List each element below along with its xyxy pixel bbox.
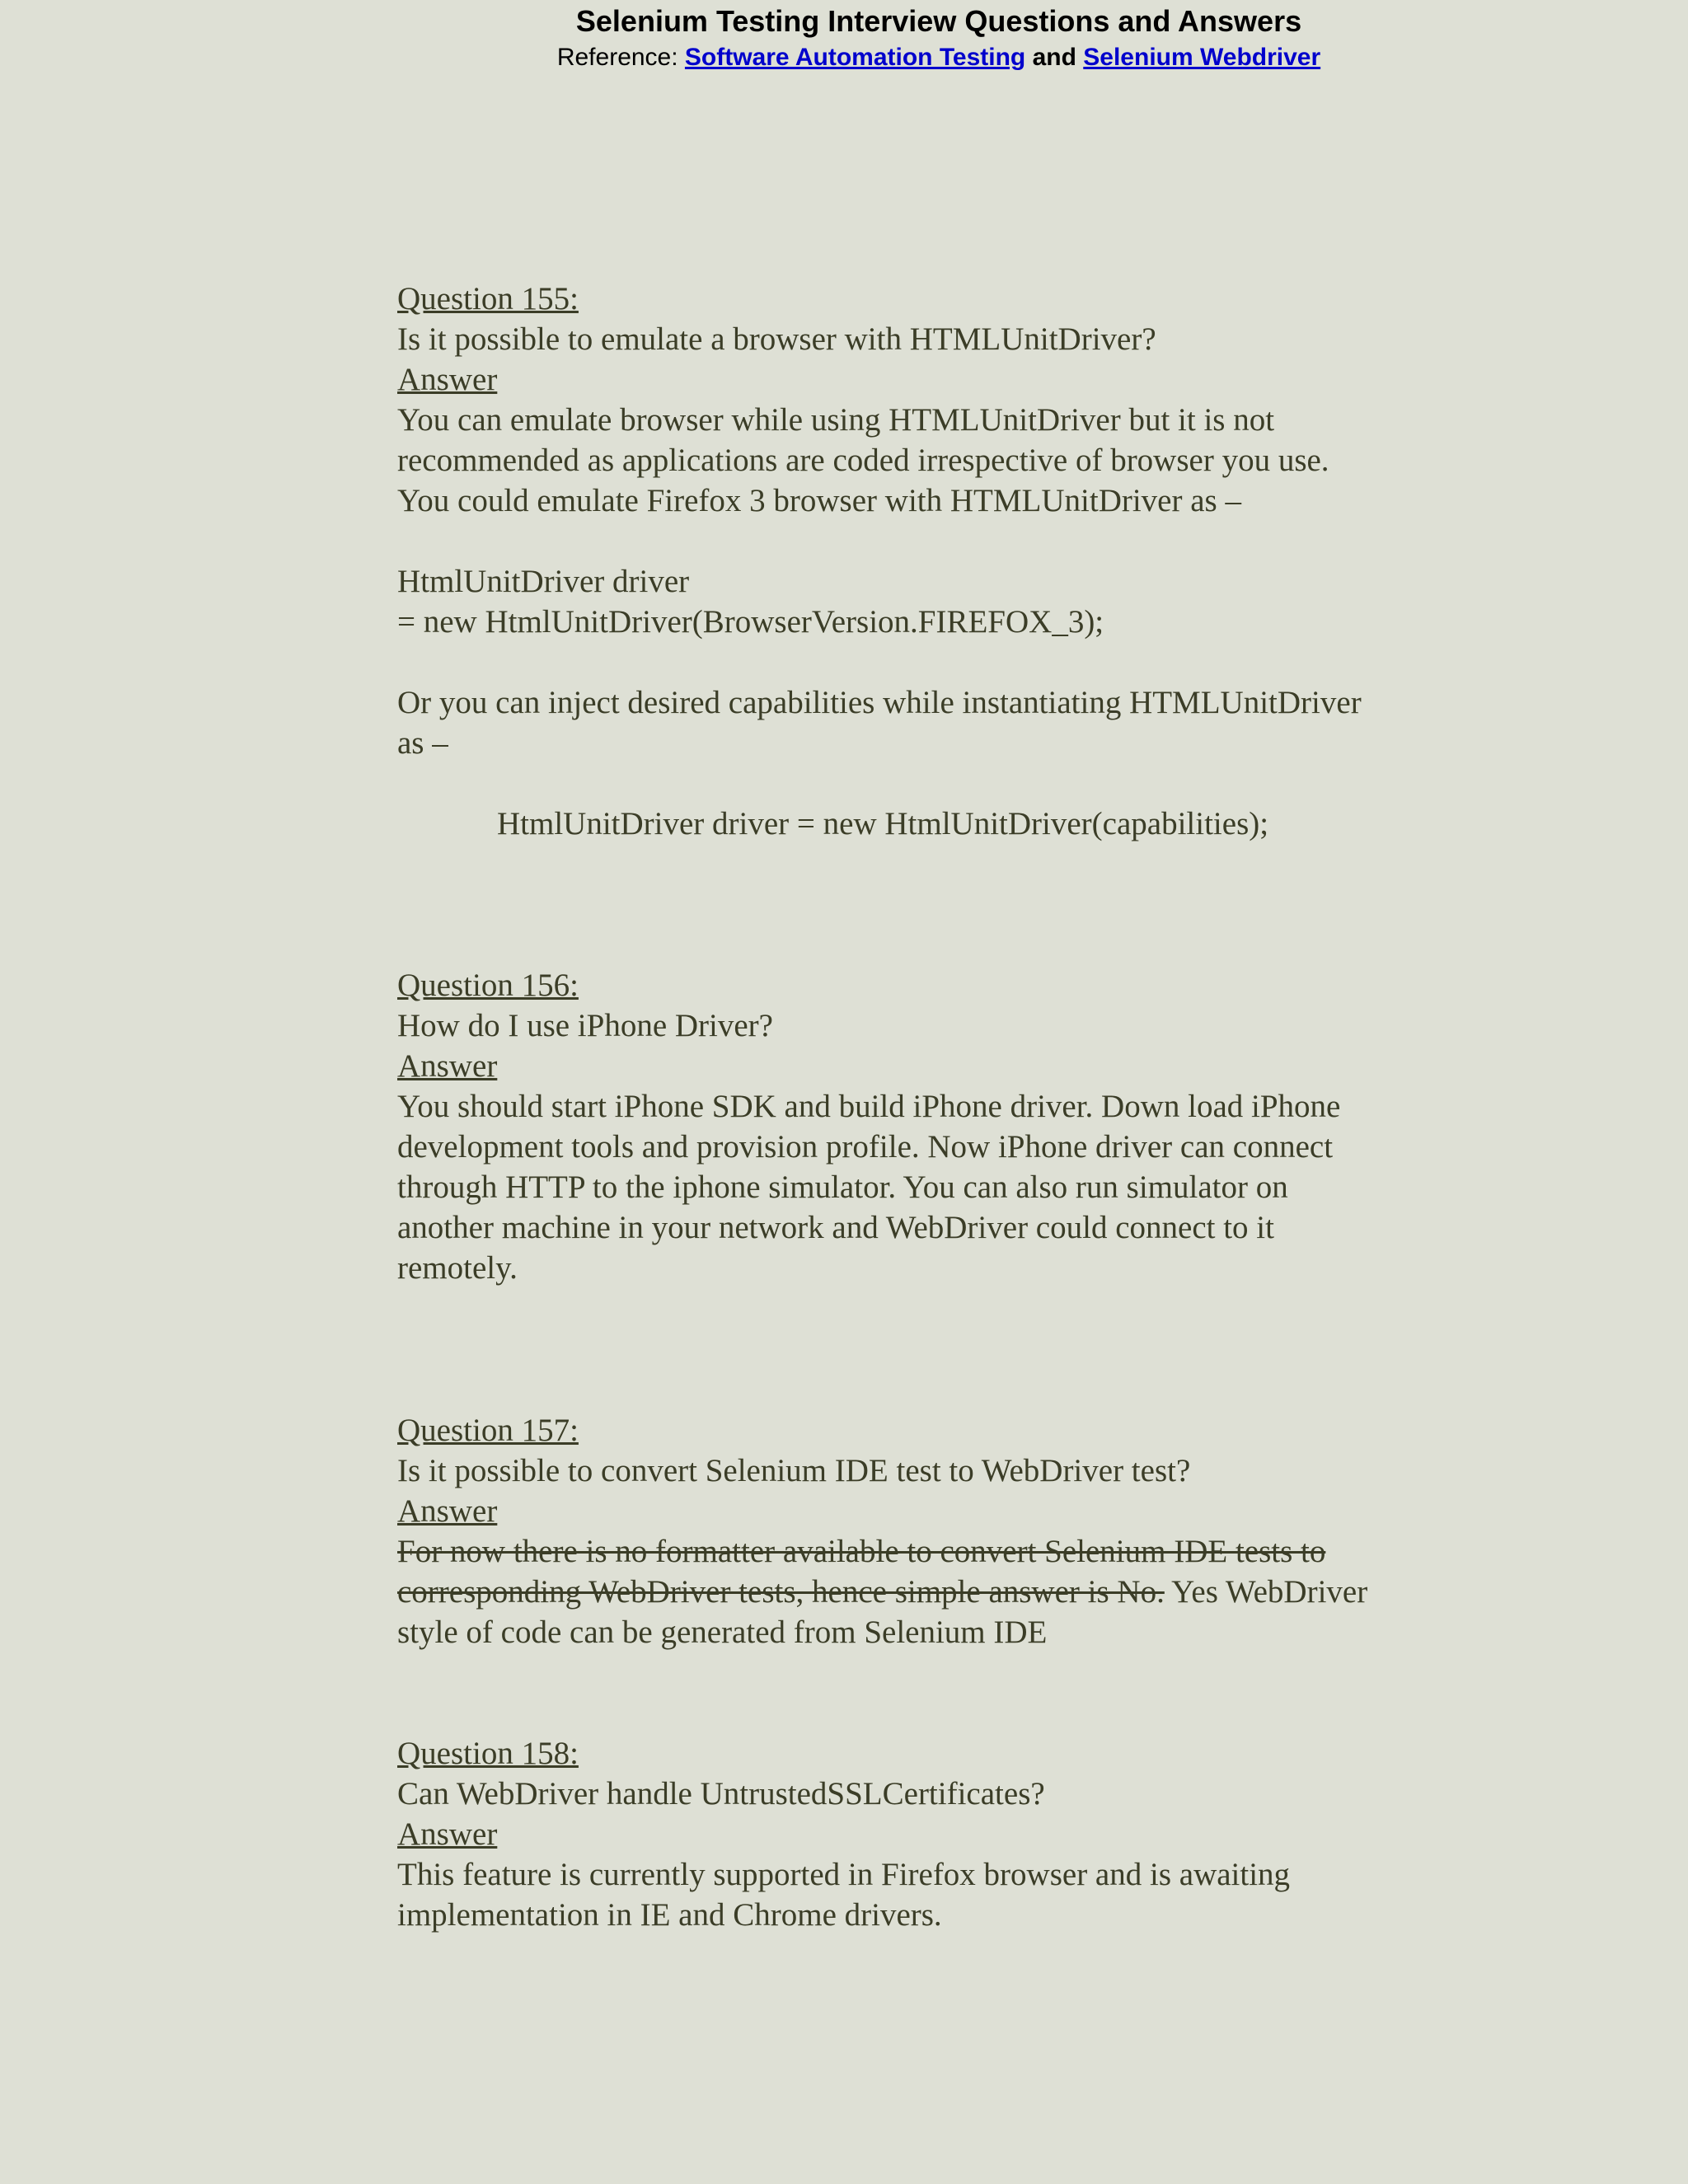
answer-label: Answer [397, 1048, 498, 1084]
question-156-block [397, 965, 1493, 1288]
question-155-block [397, 279, 1493, 844]
and-text: and [1025, 44, 1084, 71]
answer-text: Yes WebDriver [1164, 1574, 1368, 1610]
answer-line: You can emulate browser while using HTMLUnitDriver but it is not [397, 402, 1275, 438]
answer-line: as – [397, 725, 448, 761]
question-label: Question 155: [397, 281, 579, 316]
question-text: Is it possible to convert Selenium IDE test to WebDriver test? [397, 1453, 1191, 1488]
software-automation-testing-link[interactable]: Software Automation Testing [684, 44, 1026, 71]
code-line: HtmlUnitDriver driver [397, 564, 690, 599]
answer-line: development tools and provision profile. Now iPhone driver can connect [397, 1129, 1334, 1165]
question-text: Can WebDriver handle UntrustedSSLCertificates? [397, 1776, 1045, 1811]
answer-line: You should start iPhone SDK and build iPhone driver. Down load iPhone [397, 1089, 1341, 1124]
struck-answer-line: For now there is no formatter available to convert Selenium IDE tests to [397, 1534, 1326, 1569]
answer-line: remotely. [397, 1250, 518, 1286]
question-text: How do I use iPhone Driver? [397, 1008, 773, 1043]
answer-line: Or you can inject desired capabilities while instantiating HTMLUnitDriver [397, 685, 1362, 720]
question-label: Question 156: [397, 968, 579, 1003]
answer-line: This feature is currently supported in Firefox browser and is awaiting [397, 1857, 1291, 1892]
reference-label: Reference: [556, 44, 685, 71]
reference-line [0, 41, 1688, 74]
question-157-block [397, 1410, 1493, 1652]
answer-line: implementation in IE and Chrome drivers. [397, 1897, 942, 1933]
selenium-webdriver-link[interactable]: Selenium Webdriver [1083, 44, 1321, 71]
answer-line: You could emulate Firefox 3 browser with HTMLUnitDriver as – [397, 483, 1241, 518]
document-title: Selenium Testing Interview Questions and Answers [575, 4, 1302, 38]
code-line: = new HtmlUnitDriver(BrowserVersion.FIREFOX_3); [397, 604, 1104, 640]
answer-label: Answer [397, 362, 498, 397]
answer-line: another machine in your network and WebDriver could connect to it [397, 1210, 1274, 1245]
answer-line: through HTTP to the iphone simulator. You can also run simulator on [397, 1169, 1288, 1205]
code-line: HtmlUnitDriver driver = new HtmlUnitDriver(capabilities); [497, 806, 1269, 841]
answer-label: Answer [397, 1493, 498, 1529]
answer-line [397, 1572, 1493, 1612]
answer-line: style of code can be generated from Selenium IDE [397, 1615, 1048, 1650]
answer-label: Answer [397, 1816, 498, 1852]
struck-answer-text: corresponding WebDriver tests, hence simple answer is No. [397, 1574, 1165, 1610]
question-text: Is it possible to emulate a browser with HTMLUnitDriver? [397, 321, 1156, 357]
answer-line: recommended as applications are coded irrespective of browser you use. [397, 443, 1329, 478]
question-label: Question 157: [397, 1413, 579, 1448]
question-158-block [397, 1733, 1493, 1935]
question-label: Question 158: [397, 1736, 579, 1771]
